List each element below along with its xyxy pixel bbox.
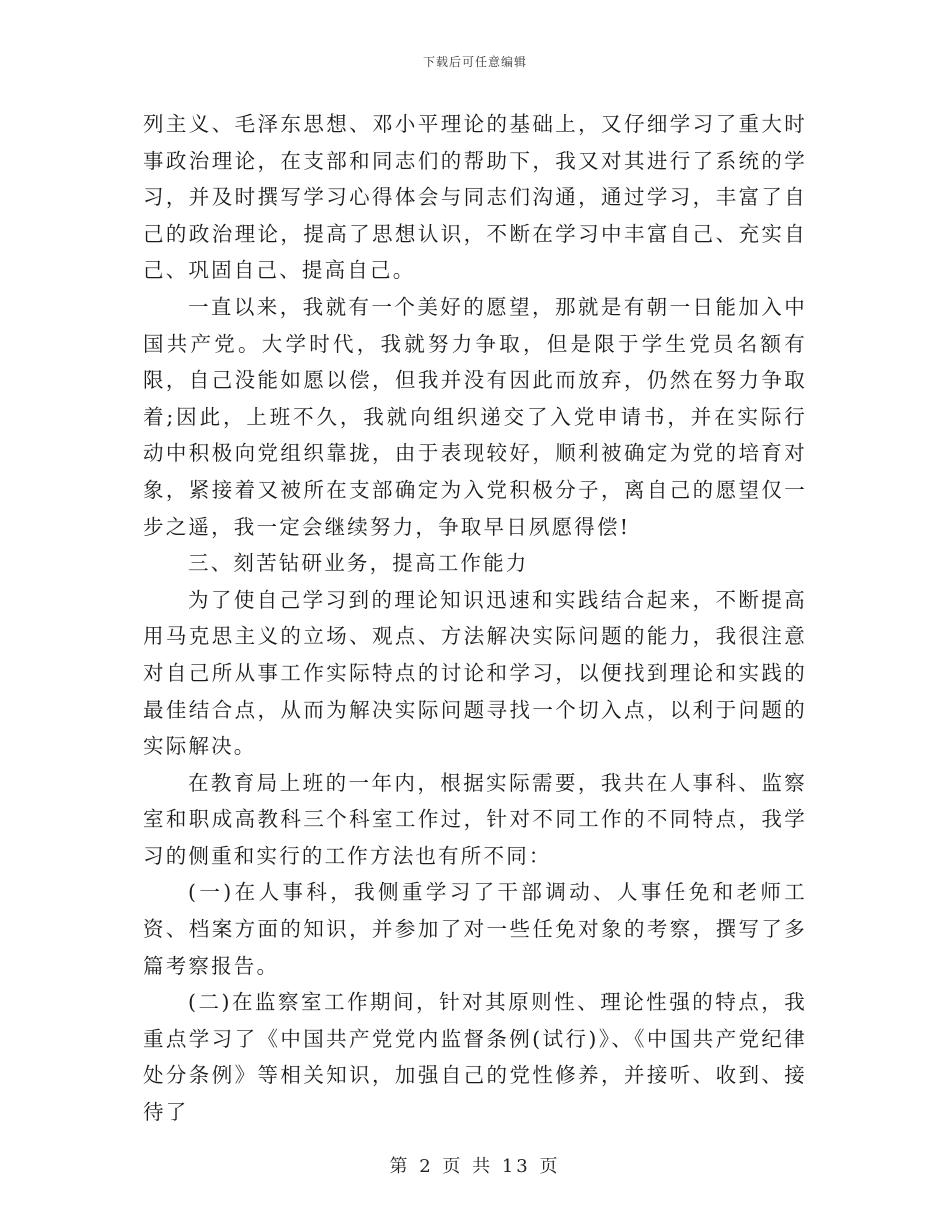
paragraph-continuation: 列主义、毛泽东思想、邓小平理论的基础上，又仔细学习了重大时事政治理论，在支部和同志们的帮助下，我又对其进行了系统的学习，并及时撰写学习心得体会与同志们沟通，通过学习，丰富了自己的政治理论，提高了思想认识，不断在学习中丰富自己、充实自己、巩固自己、提高自己。 bbox=[143, 112, 807, 283]
paragraph: 一直以来，我就有一个美好的愿望，那就是有朝一日能加入中国共产党。大学时代，我就努力争取，但是限于学生党员名额有限，自己没能如愿以偿，但我并没有因此而放弃，仍然在努力争取着;因此，上班不久，我就向组织递交了入党申请书，并在实际行动中积极向党组织靠拢，由于表现较好，顺利被确定为党的培育对象，紧接着又被所在支部确定为入党积极分子，离自己的愿望仅一步之遥，我一定会继续努力，争取早日夙愿得偿! bbox=[143, 294, 807, 539]
document-body bbox=[143, 106, 807, 1131]
paragraph: (一)在人事科，我侧重学习了干部调动、人事任免和老师工资、档案方面的知识，并参加了对一些任免对象的考察，撰写了多篇考察报告。 bbox=[143, 880, 807, 978]
paragraph: 在教育局上班的一年内，根据实际需要，我共在人事科、监察室和职成高教科三个科室工作过，针对不同工作的不同特点，我学习的侧重和实行的工作方法也有所不同： bbox=[143, 770, 807, 868]
page-header-note: 下载后可任意编辑 bbox=[422, 55, 527, 69]
paragraph: (二)在监察室工作期间，针对其原则性、理论性强的特点，我重点学习了《中国共产党党内监督条例(试行)》、《中国共产党纪律处分条例》等相关知识，加强自己的党性修养，并接听、收到、接待了 bbox=[143, 990, 807, 1125]
page-number-footer: 第 2 页 共 13 页 bbox=[389, 1156, 561, 1177]
paragraph: 为了使自己学习到的理论知识迅速和实践结合起来，不断提高用马克思主义的立场、观点、方法解决实际问题的能力，我很注意对自己所从事工作实际特点的讨论和学习，以便找到理论和实践的最佳结合点，从而为解决实际问题寻找一个切入点，以利于问题的实际解决。 bbox=[143, 587, 807, 759]
section-heading: 三、刻苦钻研业务，提高工作能力 bbox=[188, 551, 529, 576]
